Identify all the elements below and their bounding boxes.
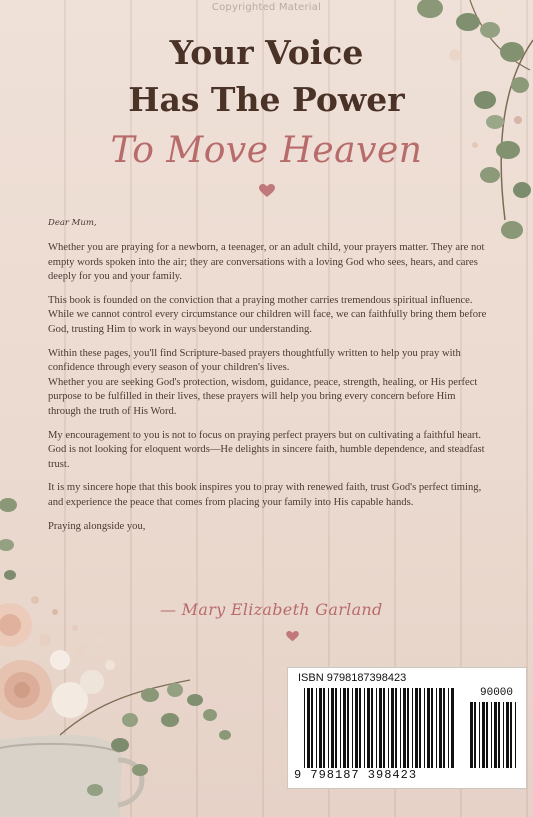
barcode-bar (395, 688, 397, 768)
barcode-bar (491, 702, 492, 768)
barcode-bar (352, 688, 353, 768)
barcode-bar (494, 702, 497, 768)
barcode-bar (340, 688, 341, 768)
barcode-bar (436, 688, 437, 768)
letter-closing: Praying alongside you, (48, 520, 146, 532)
leaves-left (0, 498, 17, 580)
barcode-bar (311, 688, 313, 768)
barcode-bars (304, 688, 456, 768)
heart-icon (259, 184, 275, 198)
author-signature: — Mary Elizabeth Garland (160, 600, 383, 619)
barcode-bar (355, 688, 358, 768)
isbn-barcode (287, 667, 527, 789)
barcode-bar (427, 688, 430, 768)
barcode-bar (515, 702, 516, 768)
isbn-label: ISBN 9798187398423 (298, 672, 407, 684)
barcode-bar (331, 688, 334, 768)
barcode-bar (482, 702, 485, 768)
barcode-bar (347, 688, 349, 768)
barcode-bar (328, 688, 329, 768)
letter-body (48, 241, 488, 543)
barcode-bar (479, 702, 480, 768)
barcode-bar (407, 688, 409, 768)
barcode-bar (343, 688, 346, 768)
heart-icon (286, 631, 299, 642)
letter-greeting: Dear Mum, (48, 218, 97, 228)
barcode-bar (415, 688, 418, 768)
letter-paragraph: It is my sincere hope that this book inspires you to pray with renewed faith, trust God's perfect timing, and experience the peace that comes from placing your family into His capable hands. (48, 482, 482, 508)
barcode-bar (376, 688, 377, 768)
barcode-bar (424, 688, 425, 768)
barcode-bar (335, 688, 337, 768)
title-line-3: To Move Heaven (110, 130, 423, 171)
price-code: 90000 (480, 687, 514, 699)
barcode-bar (364, 688, 365, 768)
barcode-bar (486, 702, 488, 768)
barcode-bar (316, 688, 317, 768)
title-line-2: Has The Power (128, 80, 405, 119)
letter-paragraph: This book is founded on the conviction that a praying mother carries tremendous spiritual influence. While we cannot control every circumstance our children will face, we can faithfully bring them before God, trusting Him to work in ways beyond our understanding. (48, 294, 487, 335)
barcode-bar (448, 688, 449, 768)
barcode-bar (367, 688, 370, 768)
barcode-bar (470, 702, 473, 768)
barcode-bar (474, 702, 476, 768)
barcode-bar (391, 688, 394, 768)
barcode-bar (412, 688, 413, 768)
barcode-bar (359, 688, 361, 768)
barcode-bar (419, 688, 421, 768)
title-line-1: Your Voice (169, 33, 364, 72)
barcode-bar (323, 688, 325, 768)
barcode-bar (400, 688, 401, 768)
copyright-watermark: Copyrighted Material (211, 2, 322, 13)
letter-paragraph: Whether you are praying for a newborn, a teenager, or an adult child, your prayers matter. They are not empty words spoken into the air; they are conversations with a loving God who sees, hears, and cares deeply for you and your family. (48, 242, 485, 283)
barcode-bar (503, 702, 504, 768)
letter-paragraph: My encouragement to you is not to focus on praying perfect prayers but on cultivating a faithful heart. God is not looking for eloquent words—He delights in sincere faith, humble dependence, and steadfast trust. (48, 429, 485, 470)
barcode-bar (510, 702, 512, 768)
barcode-digits: 9 798187 398423 (294, 768, 418, 782)
barcode-bar (403, 688, 406, 768)
barcode-bar (371, 688, 373, 768)
letter-paragraph: Within these pages, you'll find Scripture-based prayers thoughtfully written to help you pray with confidence through every season of your children's lives. (48, 347, 461, 374)
barcode-bar (451, 688, 454, 768)
barcode-bar (431, 688, 433, 768)
bouquet-bottom-left (0, 596, 231, 817)
barcode-bar (388, 688, 389, 768)
barcode-bar (443, 688, 445, 768)
barcode-addon-bars (470, 702, 518, 768)
barcode-bar (307, 688, 310, 768)
barcode-bar (379, 688, 382, 768)
barcode-bar (498, 702, 500, 768)
barcode-bar (439, 688, 442, 768)
barcode-bar (319, 688, 322, 768)
letter-paragraph: Whether you are seeking God's protection, wisdom, guidance, peace, strength, healing, or His perfect purpose to be fulfilled in their lives, these prayers will help you bring every concern before Him through the truth of His Word. (48, 376, 478, 417)
barcode-bar (304, 688, 305, 768)
barcode-bar (506, 702, 509, 768)
barcode-bar (383, 688, 385, 768)
